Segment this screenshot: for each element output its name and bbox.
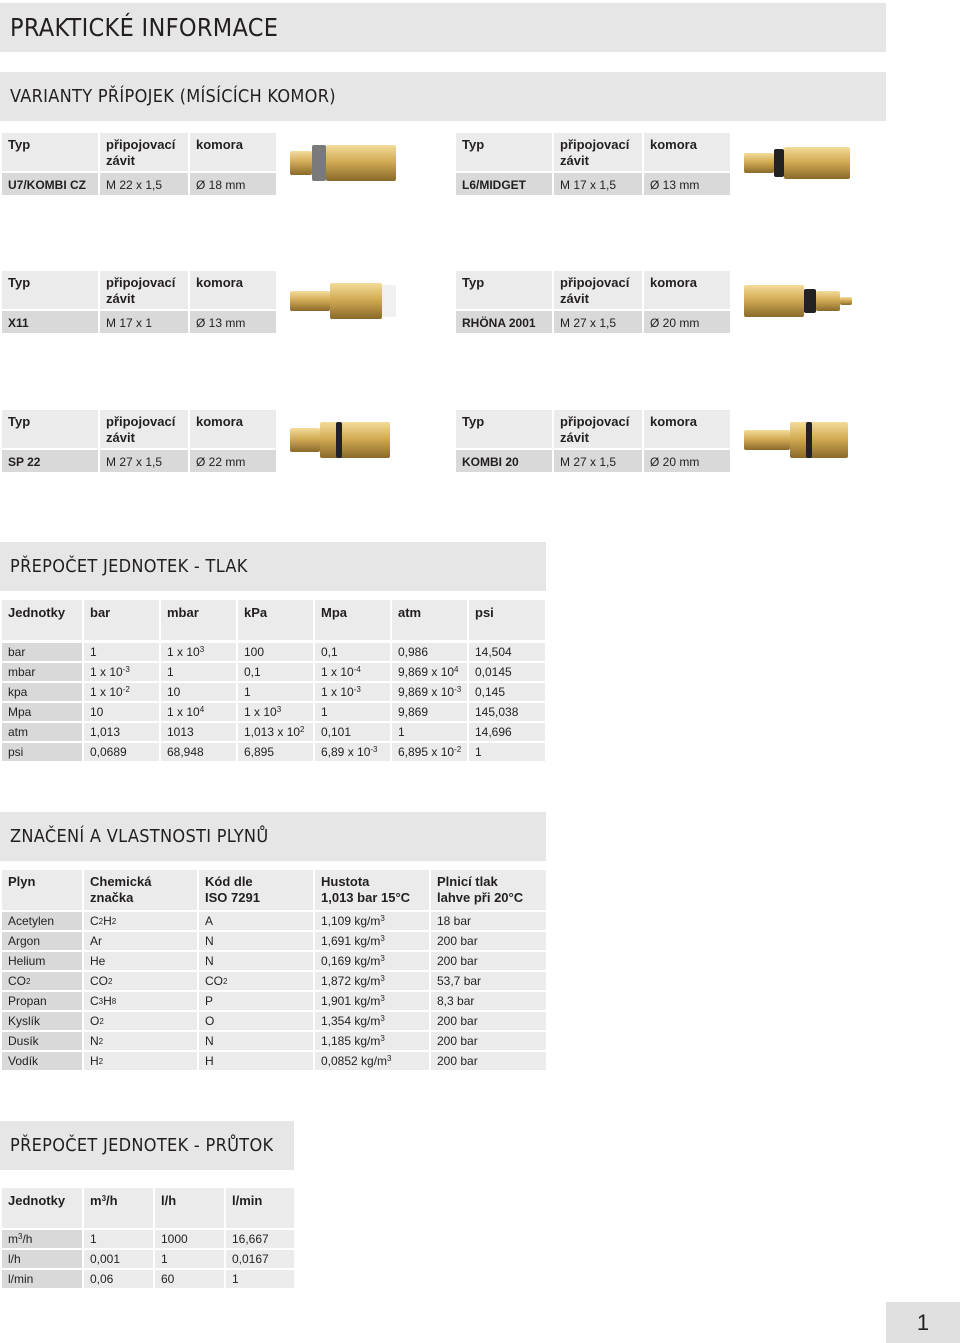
gas-cell: N xyxy=(199,932,313,950)
gas-name: Vodík xyxy=(2,1052,82,1070)
pressure-cell: 1013 xyxy=(161,723,236,741)
gases-header: Plyn xyxy=(2,870,82,910)
connector-name: RHÖNA 2001 xyxy=(456,311,552,333)
flow-header: Jednotky xyxy=(2,1188,82,1228)
connector-name: X11 xyxy=(2,311,98,333)
connector-thread: M 27 x 1,5 xyxy=(100,450,188,472)
pressure-cell: 1,013 xyxy=(84,723,159,741)
pressure-cell: 0,1 xyxy=(315,643,390,661)
gases-title-band xyxy=(0,812,546,861)
gases-header: Chemická značka xyxy=(84,870,197,910)
flow-cell: 1000 xyxy=(155,1230,224,1248)
col-typ: Typ xyxy=(2,410,98,448)
gas-cell: $O_2$ xyxy=(84,1012,197,1030)
col-chamber: komora xyxy=(190,133,276,171)
col-thread: připojovací závit xyxy=(554,133,642,171)
fitting-image-1 xyxy=(290,135,402,196)
gases-title: ZNAČENÍ A VLASTNOSTI PLYNŮ xyxy=(10,826,269,847)
pressure-cell: 0,145 xyxy=(469,683,545,701)
gas-name: Acetylen xyxy=(2,912,82,930)
gas-cell: A xyxy=(199,912,313,930)
flow-cell: 1 xyxy=(84,1230,153,1248)
gas-cell: $N_2$ xyxy=(84,1032,197,1050)
gas-cell: P xyxy=(199,992,313,1010)
connector-name: U7/KOMBI CZ xyxy=(2,173,98,195)
pressure-row-label: psi xyxy=(2,743,82,761)
pressure-cell: 1 x $10^{-2}$ xyxy=(84,683,159,701)
pressure-header: mbar xyxy=(161,600,236,640)
gas-cell: 1,185 $kg/m^3$ xyxy=(315,1032,429,1050)
pressure-cell: 1 x $10^3$ xyxy=(161,643,236,661)
pressure-header: atm xyxy=(392,600,467,640)
col-chamber: komora xyxy=(190,410,276,448)
flow-header: l/min xyxy=(226,1188,294,1228)
gases-header: Kód dle ISO 7291 xyxy=(199,870,313,910)
pressure-cell: 14,696 xyxy=(469,723,545,741)
gas-cell: 200 bar xyxy=(431,1032,546,1050)
gas-cell: 200 bar xyxy=(431,952,546,970)
pressure-cell: 9,869 xyxy=(392,703,467,721)
gas-name: Kyslík xyxy=(2,1012,82,1030)
flow-title: PŘEPOČET JEDNOTEK - PRŮTOK xyxy=(10,1135,274,1156)
pressure-cell: 14,504 xyxy=(469,643,545,661)
flow-header: l/h xyxy=(155,1188,224,1228)
flow-row-label: $m^3/h$ xyxy=(2,1230,82,1248)
flow-cell: 16,667 xyxy=(226,1230,294,1248)
pressure-cell: 1 x $10^{-3}$ xyxy=(84,663,159,681)
pressure-cell: 1 xyxy=(315,703,390,721)
gas-cell: N xyxy=(199,1032,313,1050)
flow-cell: 1 xyxy=(226,1270,294,1288)
col-typ: Typ xyxy=(2,133,98,171)
pressure-header: Jednotky xyxy=(2,600,82,640)
fitting-image-2 xyxy=(744,135,856,196)
pressure-cell: 1 xyxy=(84,643,159,661)
fitting-image-6 xyxy=(744,412,856,473)
pressure-row-label: mbar xyxy=(2,663,82,681)
flow-cell: 0,0167 xyxy=(226,1250,294,1268)
gas-cell: $CO_2$ xyxy=(199,972,313,990)
gas-cell: He xyxy=(84,952,197,970)
gas-name: $CO_2$ xyxy=(2,972,82,990)
connectors-title: VARIANTY PŘÍPOJEK (MÍSÍCÍCH KOMOR) xyxy=(10,86,336,107)
gas-cell: $C_2H_2$ xyxy=(84,912,197,930)
fitting-image-4 xyxy=(744,273,856,334)
flow-row-label: l/min xyxy=(2,1270,82,1288)
col-thread: připojovací závit xyxy=(554,410,642,448)
col-typ: Typ xyxy=(456,410,552,448)
pressure-cell: 10 xyxy=(84,703,159,721)
pressure-row-label: kpa xyxy=(2,683,82,701)
flow-cell: 0,06 xyxy=(84,1270,153,1288)
connector-name: L6/MIDGET xyxy=(456,173,552,195)
page-title: PRAKTICKÉ INFORMACE xyxy=(10,13,279,42)
gas-cell: $CO_2$ xyxy=(84,972,197,990)
pressure-header: psi xyxy=(469,600,545,640)
pressure-cell: 0,101 xyxy=(315,723,390,741)
connector-name: SP 22 xyxy=(2,450,98,472)
pressure-row-label: atm xyxy=(2,723,82,741)
col-thread: připojovací závit xyxy=(100,133,188,171)
gas-name: Argon xyxy=(2,932,82,950)
gases-header: Plnicí tlak lahve při 20°C xyxy=(431,870,546,910)
gas-cell: 1,872 $kg/m^3$ xyxy=(315,972,429,990)
gas-cell: 200 bar xyxy=(431,1012,546,1030)
connector-name: KOMBI 20 xyxy=(456,450,552,472)
pressure-cell: 0,986 xyxy=(392,643,467,661)
connector-thread: M 17 x 1 xyxy=(100,311,188,333)
pressure-cell: 1 x $10^3$ xyxy=(238,703,313,721)
pressure-cell: 1 xyxy=(238,683,313,701)
col-typ: Typ xyxy=(456,133,552,171)
pressure-cell: 145,038 xyxy=(469,703,545,721)
pressure-cell: 6,895 x $10^{-2}$ xyxy=(392,743,467,761)
gas-cell: 18 bar xyxy=(431,912,546,930)
gas-cell: H xyxy=(199,1052,313,1070)
col-chamber: komora xyxy=(190,271,276,309)
flow-header: $m^3/h$ xyxy=(84,1188,153,1228)
flow-row-label: l/h xyxy=(2,1250,82,1268)
pressure-title: PŘEPOČET JEDNOTEK - TLAK xyxy=(10,556,248,577)
pressure-header: bar xyxy=(84,600,159,640)
fitting-image-5 xyxy=(290,412,402,473)
page-number: 1 xyxy=(886,1302,960,1343)
pressure-cell: 100 xyxy=(238,643,313,661)
pressure-cell: 9,869 x $10^4$ xyxy=(392,663,467,681)
col-chamber: komora xyxy=(644,410,730,448)
col-chamber: komora xyxy=(644,271,730,309)
gas-cell: $H_2$ xyxy=(84,1052,197,1070)
pressure-cell: 10 xyxy=(161,683,236,701)
gas-cell: N xyxy=(199,952,313,970)
gases-header: Hustota 1,013 bar 15°C xyxy=(315,870,429,910)
gas-cell: 1,109 $kg/m^3$ xyxy=(315,912,429,930)
connector-chamber: Ø 13 mm xyxy=(644,173,730,195)
pressure-cell: 1 x $10^{-3}$ xyxy=(315,683,390,701)
pressure-cell: 6,895 xyxy=(238,743,313,761)
connector-thread: M 17 x 1,5 xyxy=(554,173,642,195)
gas-name: Helium xyxy=(2,952,82,970)
pressure-cell: 0,0145 xyxy=(469,663,545,681)
gas-cell: 8,3 bar xyxy=(431,992,546,1010)
flow-cell: 60 xyxy=(155,1270,224,1288)
col-thread: připojovací závit xyxy=(100,271,188,309)
connector-thread: M 22 x 1,5 xyxy=(100,173,188,195)
connectors-title-band xyxy=(0,72,886,121)
flow-cell: 0,001 xyxy=(84,1250,153,1268)
connector-chamber: Ø 18 mm xyxy=(190,173,276,195)
gas-cell: 53,7 bar xyxy=(431,972,546,990)
gas-cell: 0,0852 $kg/m^3$ xyxy=(315,1052,429,1070)
pressure-cell: 68,948 xyxy=(161,743,236,761)
gas-cell: $C_3H_8$ xyxy=(84,992,197,1010)
pressure-cell: 1 xyxy=(161,663,236,681)
pressure-row-label: bar xyxy=(2,643,82,661)
col-typ: Typ xyxy=(456,271,552,309)
col-thread: připojovací závit xyxy=(554,271,642,309)
page-title-band xyxy=(0,3,886,52)
gas-cell: 1,354 $kg/m^3$ xyxy=(315,1012,429,1030)
pressure-header: kPa xyxy=(238,600,313,640)
connector-chamber: Ø 20 mm xyxy=(644,450,730,472)
connector-thread: M 27 x 1,5 xyxy=(554,450,642,472)
flow-cell: 1 xyxy=(155,1250,224,1268)
gas-name: Propan xyxy=(2,992,82,1010)
gas-name: Dusík xyxy=(2,1032,82,1050)
pressure-cell: 9,869 x $10^{-3}$ xyxy=(392,683,467,701)
col-typ: Typ xyxy=(2,271,98,309)
gas-cell: 1,691 $kg/m^3$ xyxy=(315,932,429,950)
pressure-cell: 1,013 x $10^2$ xyxy=(238,723,313,741)
connector-chamber: Ø 13 mm xyxy=(190,311,276,333)
pressure-cell: 1 xyxy=(469,743,545,761)
fitting-image-3 xyxy=(290,273,402,334)
gas-cell: 200 bar xyxy=(431,932,546,950)
gas-cell: O xyxy=(199,1012,313,1030)
pressure-cell: 0,1 xyxy=(238,663,313,681)
gas-cell: Ar xyxy=(84,932,197,950)
pressure-title-band xyxy=(0,542,546,591)
pressure-cell: 0,0689 xyxy=(84,743,159,761)
connector-thread: M 27 x 1,5 xyxy=(554,311,642,333)
gas-cell: 0,169 $kg/m^3$ xyxy=(315,952,429,970)
connector-chamber: Ø 20 mm xyxy=(644,311,730,333)
col-chamber: komora xyxy=(644,133,730,171)
connector-chamber: Ø 22 mm xyxy=(190,450,276,472)
pressure-row-label: Mpa xyxy=(2,703,82,721)
gas-cell: 200 bar xyxy=(431,1052,546,1070)
gas-cell: 1,901 $kg/m^3$ xyxy=(315,992,429,1010)
pressure-header: Mpa xyxy=(315,600,390,640)
pressure-cell: 6,89 x $10^{-3}$ xyxy=(315,743,390,761)
col-thread: připojovací závit xyxy=(100,410,188,448)
pressure-cell: 1 x $10^4$ xyxy=(161,703,236,721)
flow-title-band xyxy=(0,1121,294,1170)
pressure-cell: 1 xyxy=(392,723,467,741)
pressure-cell: 1 x $10^{-4}$ xyxy=(315,663,390,681)
